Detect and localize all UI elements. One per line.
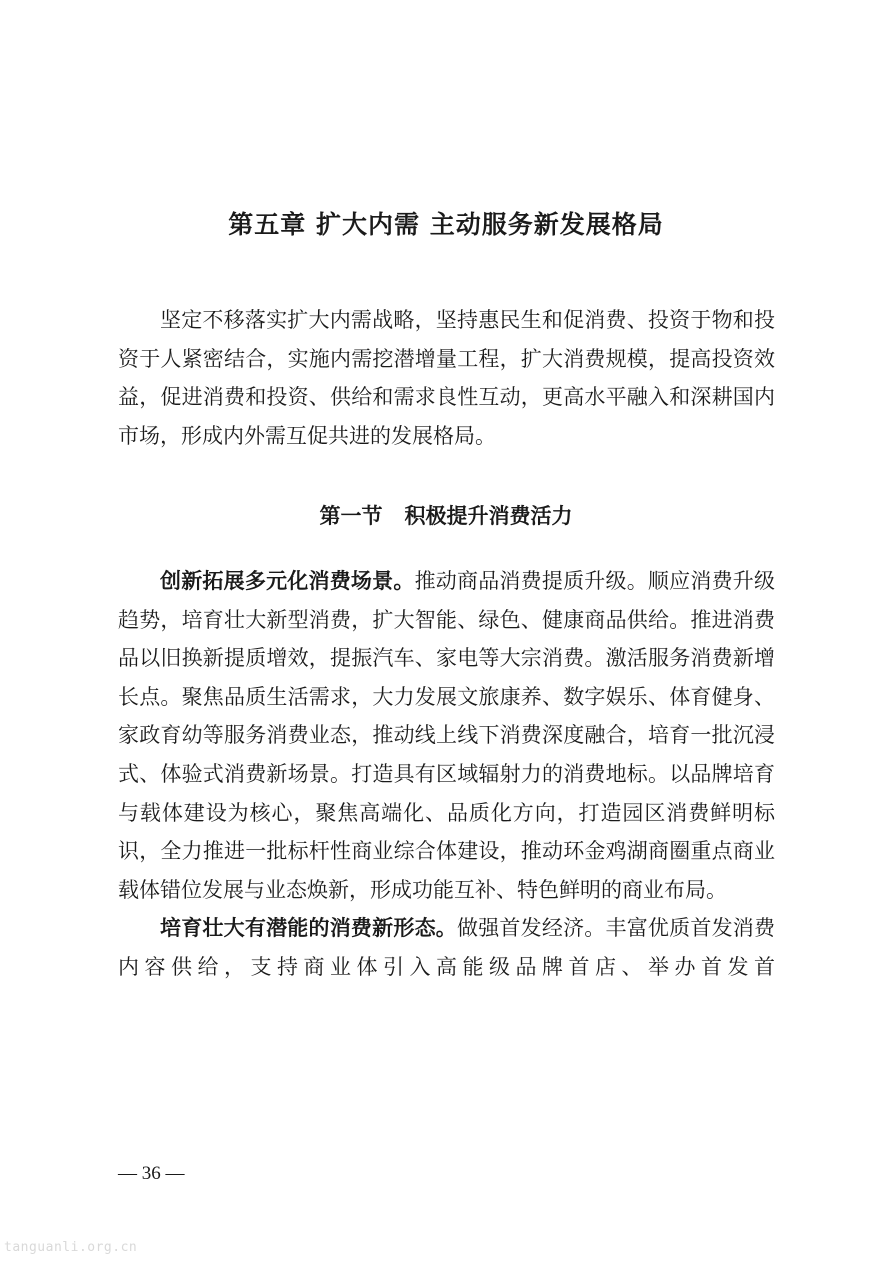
paragraph-lead-heading: 培育壮大有潜能的消费新形态。: [160, 915, 457, 941]
site-watermark: tanguanli.org.cn: [4, 1240, 138, 1255]
intro-paragraph-block: [118, 301, 775, 455]
paragraph-new-consumption-forms: [118, 909, 775, 986]
paragraph-consumption-scenes: [118, 562, 775, 909]
intro-paragraph: 坚定不移落实扩大内需战略，坚持惠民生和促消费、投资于物和投资于人紧密结合，实施内需挖潜增量工程，扩大消费规模，提高投资效益，促进消费和投资、供给和需求良性互动，更高水平融入和深耕国内市场，形成内外需互促共进的发展格局。: [118, 308, 775, 448]
paragraph-lead-heading: 创新拓展多元化消费场景。: [160, 568, 415, 593]
section-number: 第一节: [319, 504, 383, 528]
page-number: — 36 —: [118, 1163, 185, 1184]
paragraph-body-text: 推动商品消费提质升级。顺应消费升级趋势，培育壮大新型消费，扩大智能、绿色、健康商品供给。推进消费品以旧换新提质增效，提振汽车、家电等大宗消费。激活服务消费新增长点。聚焦品质生活需求，大力发展文旅康养、数字娱乐、体育健身、家政育幼等服务消费业态，推动线上线下消费深度融合，培育一批沉浸式、体验式消费新场景。打造具有区域辐射力的消费地标。以品牌培育与载体建设为核心，聚焦高端化、品质化方向，打造园区消费鲜明标识，全力推进一批标杆性商业综合体建设，推动环金鸡湖商圈重点商业载体错位发展与业态焕新，形成功能互补、特色鲜明的商业布局。: [118, 569, 776, 902]
paragraph-body-text: 做强首发经济。丰富优质首发消费内容供给，支持商业体引入高能级品牌首店、举办首发首: [118, 916, 775, 979]
chapter-title: 第五章 扩大内需 主动服务新发展格局: [228, 210, 664, 239]
section-heading: [0, 496, 892, 536]
section-title: 积极提升消费活力: [404, 504, 573, 528]
section-body: [118, 562, 775, 987]
